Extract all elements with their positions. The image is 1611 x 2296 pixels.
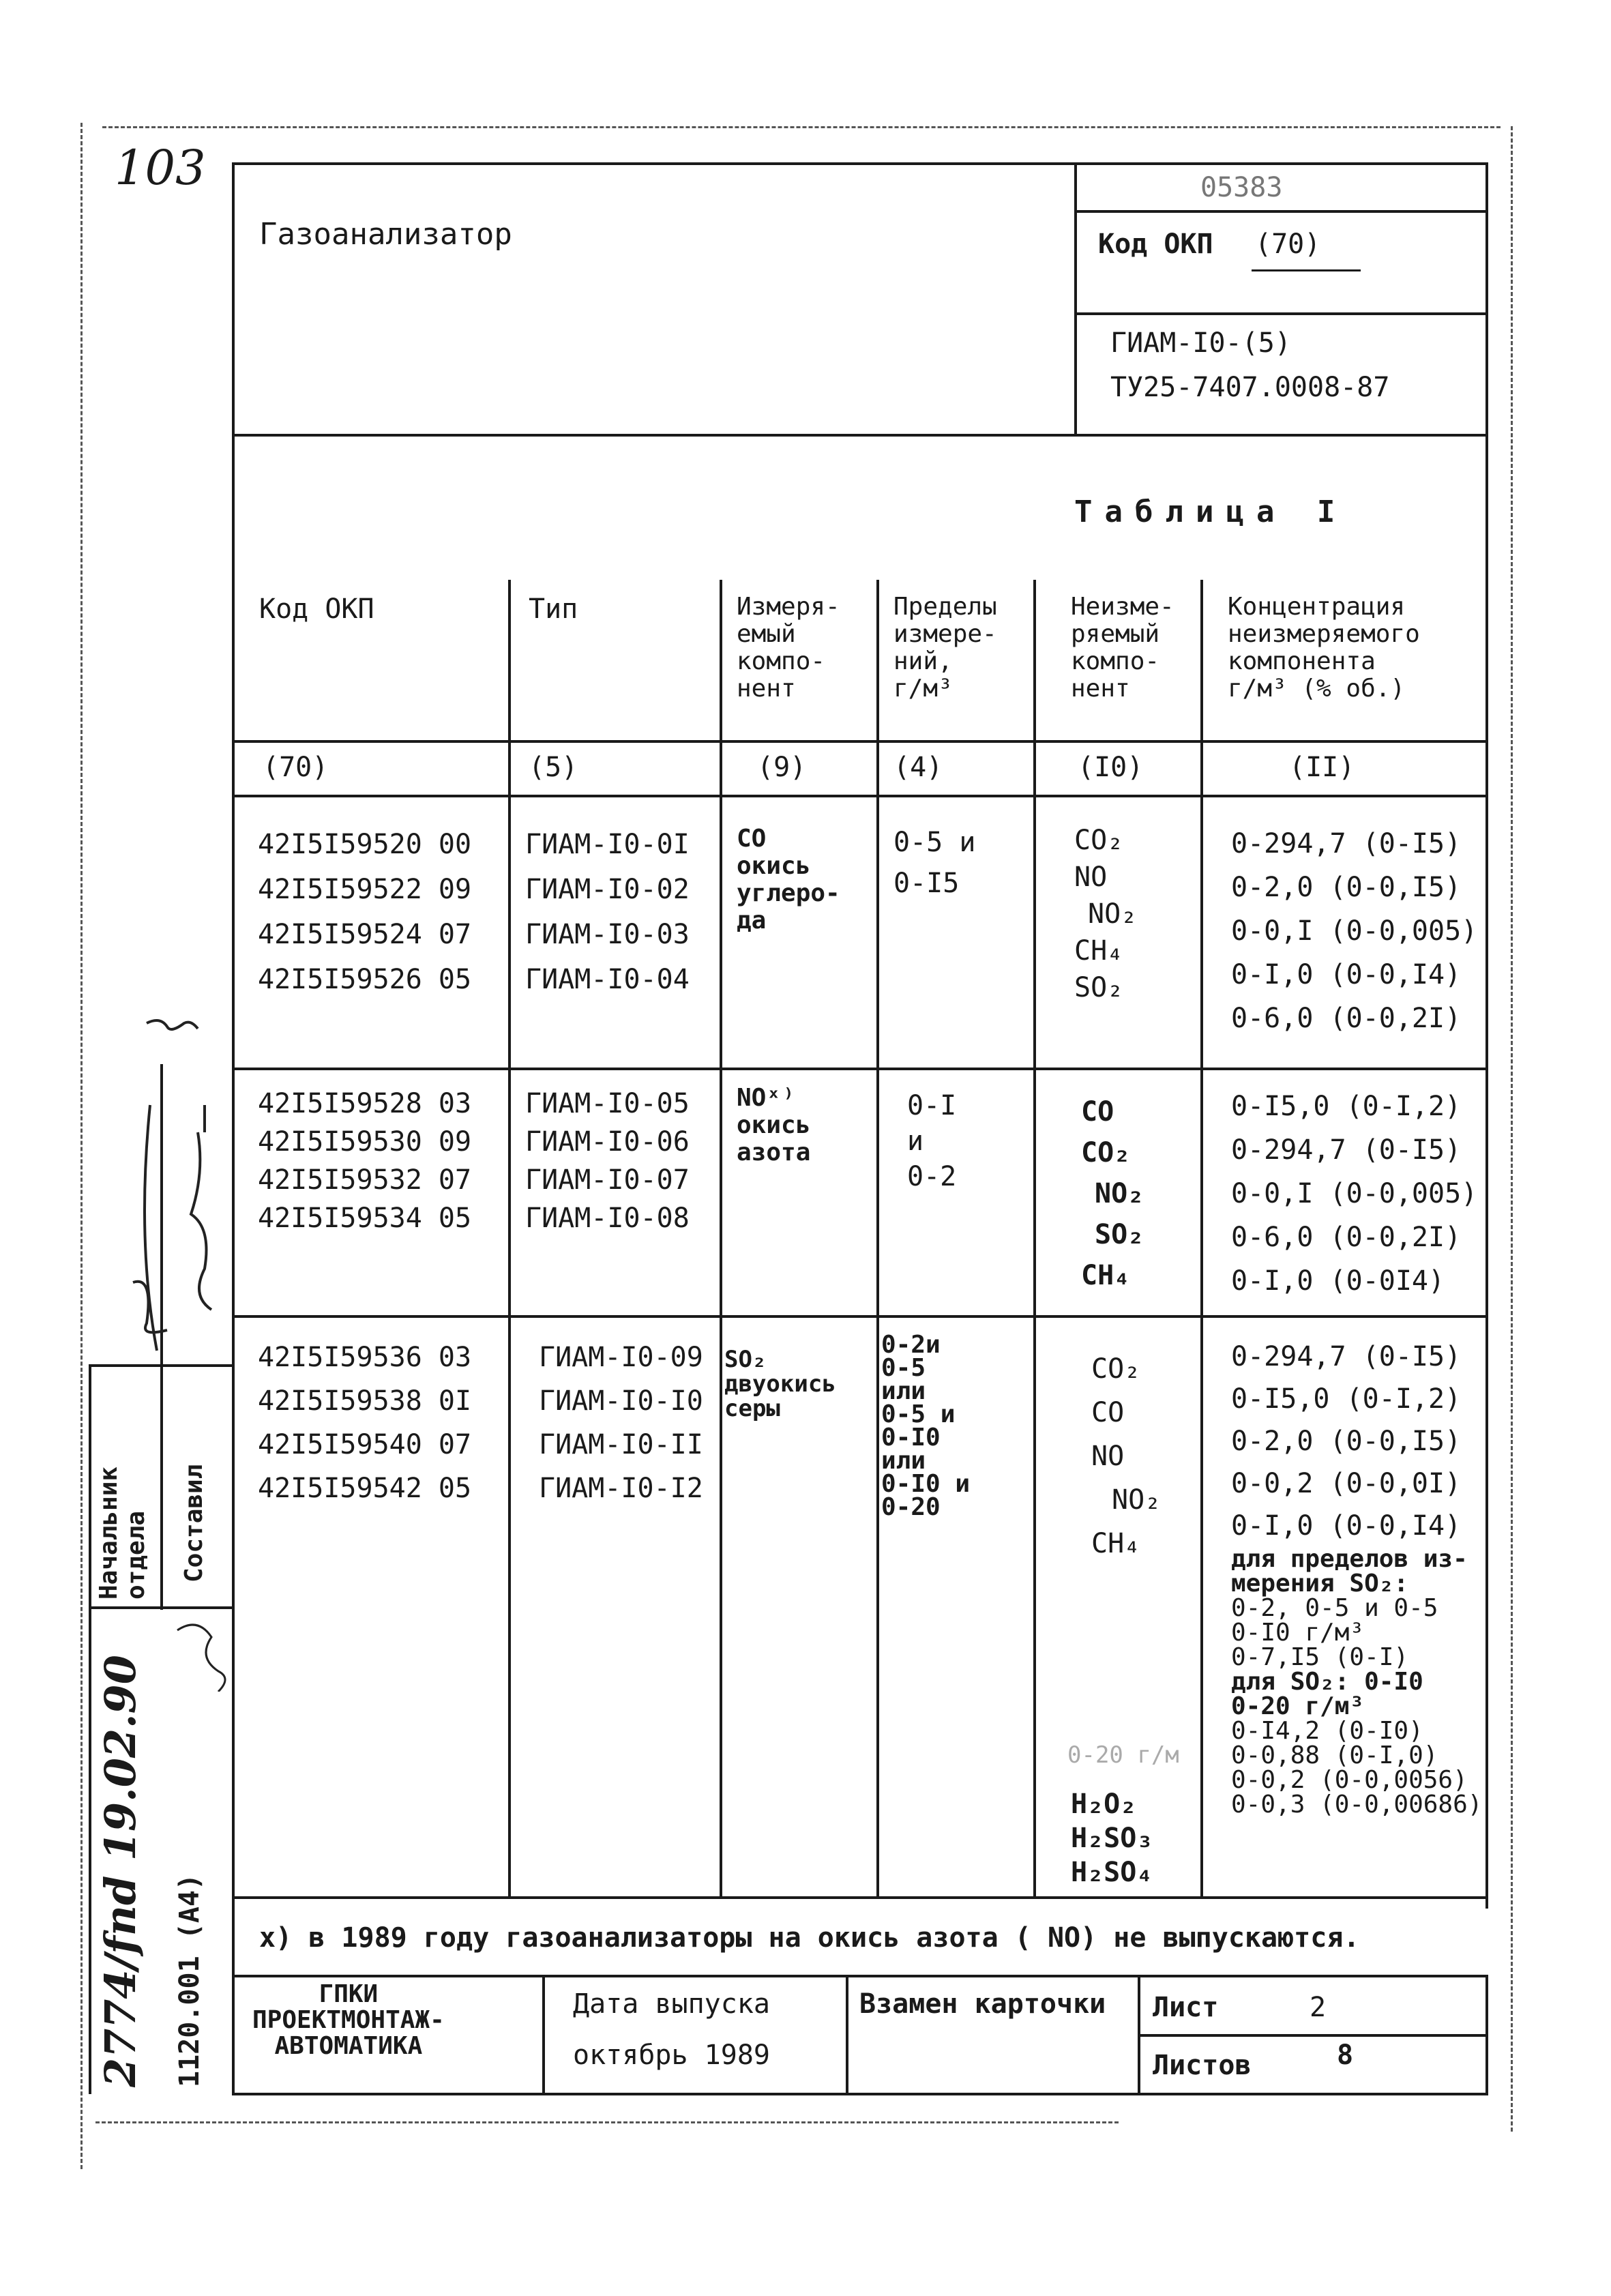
header-divider — [1074, 162, 1077, 435]
group3-notes — [1231, 1547, 1482, 1817]
table-cell: 0-I,0 (0-0,I4) — [1231, 1510, 1462, 1542]
table-cell: SO₂ — [1095, 1219, 1144, 1250]
table-cell: 0-I5,0 (0-I,2) — [1231, 1091, 1462, 1122]
footer-org: ГПКИ ПРОЕКТМОНТАЖ- АВТОМАТИКА — [252, 1980, 445, 2060]
group3-component: SO₂ двуокись серы — [724, 1346, 836, 1422]
col-header-measured: Измеря- емый компо- нент — [737, 593, 840, 703]
footer-sheet-line — [1138, 2034, 1488, 2037]
table-cell: 42I5I59542 05 — [258, 1473, 472, 1504]
footnote: x) в 1989 году газоанализаторы на окись азота ( NO) не выпускаются. — [259, 1922, 1360, 1954]
table-cell: 42I5I59534 05 — [258, 1203, 472, 1234]
device-title: Газоанализатор — [259, 217, 512, 252]
group1-okp-codes — [258, 822, 471, 1002]
group2-okp-codes — [258, 1085, 471, 1237]
table-cell: 0-0,2 (0-0,0I) — [1231, 1468, 1462, 1499]
table-cell: NO — [1074, 862, 1108, 893]
table-bottom-line — [232, 1896, 1488, 1899]
table-cell: CH₄ — [1091, 1528, 1141, 1559]
group1-nonmeasured — [1074, 822, 1137, 1006]
table-cell: 0-I,0 (0-0,I4) — [1231, 959, 1462, 990]
col-code-nonmeasured: (I0) — [1078, 752, 1144, 783]
note-line: для SO₂: 0-I0 — [1231, 1668, 1423, 1696]
col-divider-3 — [876, 580, 879, 1896]
footer-sheets-value: 8 — [1337, 2040, 1354, 2071]
col-header-nonmeasured: Неизме- ряемый компо- нент — [1071, 593, 1174, 703]
footer-replace-label: Взамен карточки — [859, 1988, 1106, 2020]
group3-types — [539, 1336, 703, 1510]
table-cell: ГИАМ-I0-02 — [525, 874, 690, 905]
group3-okp-codes — [258, 1336, 471, 1510]
header-bottom — [232, 434, 1488, 437]
col-code-limits: (4) — [893, 752, 943, 783]
table-cell: 42I5I59530 09 — [258, 1126, 472, 1158]
col-code-type: (5) — [529, 752, 578, 783]
group2-types — [525, 1085, 690, 1237]
note-line: 0-0,2 (0-0,0056) — [1231, 1766, 1468, 1794]
col-header-okp: Код ОКП — [259, 593, 374, 625]
table-cell: NO₂ — [1112, 1484, 1162, 1516]
table-cell: 42I5I59524 07 — [258, 919, 472, 950]
table-cell: 42I5I59522 09 — [258, 874, 472, 905]
signature-small-icon — [171, 1617, 232, 1692]
table-cell: 0-2,0 (0-0,I5) — [1231, 1426, 1462, 1457]
note-line: 0-I0 г/м³ — [1231, 1619, 1365, 1647]
table-cell: CO₂ — [1091, 1353, 1141, 1385]
col-divider-2 — [720, 580, 722, 1896]
side-line-1 — [89, 1364, 235, 1367]
group2-bottom-line — [232, 1315, 1488, 1318]
frame-right — [1486, 162, 1488, 1909]
top-cut-line — [102, 126, 1501, 128]
frame-left — [232, 162, 235, 2094]
table-cell: ГИАМ-I0-I0 — [539, 1385, 703, 1417]
col-header-type: Тип — [529, 593, 578, 625]
table-cell: H₂SO₃ — [1071, 1823, 1153, 1854]
table-cell: CH₄ — [1081, 1260, 1131, 1291]
footer-issue-label: Дата выпуска — [573, 1988, 770, 2020]
footer-sheets-label: Листов — [1153, 2050, 1252, 2081]
col-divider-4 — [1033, 580, 1036, 1896]
table-cell: CO₂ — [1081, 1137, 1131, 1168]
table-cell: 42I5I59520 00 — [258, 829, 472, 860]
table-cell: ГИАМ-I0-04 — [525, 964, 690, 995]
footnote-bottom-line — [232, 1975, 1488, 1977]
tu-number: ТУ25-7407.0008-87 — [1110, 372, 1390, 403]
group3-nonmeasured-b — [1071, 1787, 1153, 1889]
col-divider-5 — [1200, 580, 1203, 1896]
side-outer-line — [89, 1364, 91, 2094]
table-title: Таблица I — [1074, 495, 1348, 529]
table-cell: ГИАМ-I0-I2 — [539, 1473, 703, 1504]
note-line: 0-7,I5 (0-I) — [1231, 1643, 1409, 1671]
col-header-concentration: Концентрация неизмеряемого компонента г/м³ (% об.) — [1228, 593, 1420, 703]
table-cell: 0-I,0 (0-0I4) — [1231, 1265, 1445, 1297]
table-cell: CO — [1081, 1096, 1114, 1128]
code-row-line — [232, 795, 1488, 797]
table-cell: ГИАМ-I0-II — [539, 1429, 703, 1460]
group1-bottom-line — [232, 1068, 1488, 1070]
footer-sheet-label: Лист — [1153, 1992, 1219, 2023]
note-line: мерения SO₂: — [1231, 1570, 1409, 1598]
note-line: 0-20 г/м³ — [1231, 1692, 1365, 1720]
group3-limits: 0-2и 0-5 или 0-5 и 0-I0 или 0-I0 и 0-20 — [881, 1331, 971, 1521]
table-cell: NO₂ — [1095, 1178, 1144, 1209]
group3-nonmeasured-a — [1091, 1347, 1161, 1565]
group2-limits: 0-I и 0-2 — [907, 1090, 957, 1192]
table-cell: ГИАМ-I0-05 — [525, 1088, 690, 1119]
side-line-2 — [89, 1606, 235, 1609]
table-cell: 0-0,I (0-0,005) — [1231, 1178, 1478, 1209]
table-cell: 42I5I59540 07 — [258, 1429, 472, 1460]
table-cell: NO₂ — [1088, 898, 1138, 930]
table-cell: CO₂ — [1074, 825, 1124, 856]
group2-component: NOˣ⁾ окись азота — [737, 1084, 811, 1166]
table-cell: CO — [1091, 1397, 1125, 1428]
col-code-measured: (9) — [757, 752, 807, 783]
group1-concentrations — [1231, 822, 1477, 1040]
signatures-icon — [89, 1010, 232, 1364]
group2-concentrations — [1231, 1085, 1477, 1303]
col-header-limits: Пределы измере- ний, г/м³ — [893, 593, 997, 703]
bottom-cut-line — [95, 2121, 1119, 2123]
side-compiled-label: Составил — [180, 1464, 208, 1583]
table-cell: ГИАМ-I0-06 — [525, 1126, 690, 1158]
table-cell: ГИАМ-I0-07 — [525, 1164, 690, 1196]
col-divider-1 — [508, 580, 511, 1896]
note-line: 0-0,88 (0-I,0) — [1231, 1741, 1438, 1769]
model-code: ГИАМ-I0-(5) — [1110, 327, 1291, 359]
table-cell: 42I5I59536 03 — [258, 1342, 472, 1373]
table-cell: H₂O₂ — [1071, 1789, 1137, 1820]
table-cell: 0-294,7 (0-I5) — [1231, 1341, 1462, 1372]
table-cell: 42I5I59538 0I — [258, 1385, 472, 1417]
right-cut-line — [1511, 126, 1513, 2132]
okp-code: (70) — [1255, 229, 1321, 260]
group1-limits: 0-5 и 0-I5 — [893, 827, 976, 899]
note-line: 0-I4,2 (0-I0) — [1231, 1717, 1423, 1745]
side-handwritten-date: 2774/fnd 19.02.90 — [95, 1655, 145, 2087]
table-cell: 42I5I59532 07 — [258, 1164, 472, 1196]
table-cell: 42I5I59526 05 — [258, 964, 472, 995]
header-line-1 — [1074, 210, 1488, 213]
left-cut-line — [80, 123, 83, 2169]
table-cell: ГИАМ-I0-08 — [525, 1203, 690, 1234]
table-cell: H₂SO₄ — [1071, 1857, 1153, 1888]
note-line: 0-0,3 (0-0,00686) — [1231, 1791, 1483, 1819]
footer-sheet-value: 2 — [1310, 1992, 1327, 2023]
group3-faint-note: 0-20 г/м — [1067, 1741, 1179, 1769]
header-line-2 — [1074, 312, 1488, 315]
footer-divider-1 — [542, 1975, 545, 2094]
group3-concentrations — [1231, 1336, 1461, 1547]
table-cell: ГИАМ-I0-03 — [525, 919, 690, 950]
frame-top — [232, 162, 1488, 165]
table-cell: 0-6,0 (0-0,2I) — [1231, 1003, 1462, 1034]
page-number: 103 — [115, 140, 206, 196]
side-head-label: Начальник отдела — [95, 1466, 150, 1600]
table-cell: 0-294,7 (0-I5) — [1231, 1134, 1462, 1166]
table-cell: ГИАМ-I0-09 — [539, 1342, 703, 1373]
footer-divider-2 — [846, 1975, 848, 2094]
table-cell: 42I5I59528 03 — [258, 1088, 472, 1119]
header-row-line — [232, 740, 1488, 743]
table-cell: 0-0,I (0-0,005) — [1231, 915, 1478, 947]
side-form-code: 1120.001 (A4) — [174, 1873, 205, 2087]
group2-nonmeasured — [1081, 1091, 1144, 1296]
note-line: 0-2, 0-5 и 0-5 — [1231, 1594, 1438, 1622]
table-cell: ГИАМ-I0-0I — [525, 829, 690, 860]
table-cell: 0-2,0 (0-0,I5) — [1231, 872, 1462, 903]
note-line: для пределов из- — [1231, 1545, 1468, 1573]
table-cell: 0-6,0 (0-0,2I) — [1231, 1222, 1462, 1253]
group1-component: CO окись углеро- да — [737, 825, 840, 934]
table-cell: 0-I5,0 (0-I,2) — [1231, 1383, 1462, 1415]
table-cell: CH₄ — [1074, 935, 1124, 967]
okp-underline — [1252, 269, 1361, 271]
footer-issue-date: октябрь 1989 — [573, 2040, 770, 2071]
table-cell: NO — [1091, 1441, 1125, 1472]
table-cell: 0-294,7 (0-I5) — [1231, 828, 1462, 859]
table-cell: SO₂ — [1074, 972, 1124, 1003]
group1-types — [525, 822, 690, 1002]
footer-bottom — [232, 2093, 1488, 2095]
code-number: 05383 — [1200, 172, 1283, 203]
col-code-okp: (70) — [263, 752, 329, 783]
col-code-concentration: (II) — [1289, 752, 1355, 783]
okp-label: Код ОКП — [1098, 229, 1213, 260]
